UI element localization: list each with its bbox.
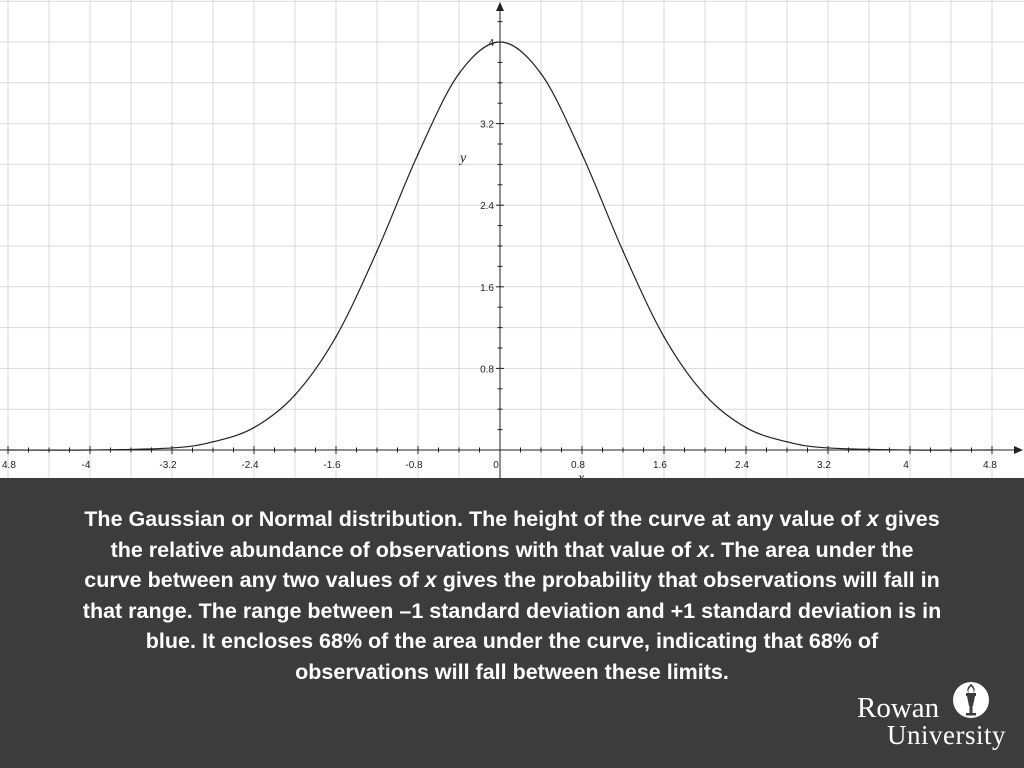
caption-x-3: x	[424, 568, 437, 592]
x-tick-label: -2.4	[241, 460, 259, 471]
caption-x-2: x	[697, 537, 710, 562]
caption-part-3: . The area under the curve between any two values of	[84, 537, 914, 592]
data-point	[499, 41, 501, 43]
caption-text	[80, 504, 944, 687]
data-point	[540, 73, 542, 75]
data-point	[663, 336, 665, 338]
data-point	[581, 153, 583, 155]
logo-word-rowan: Rowan	[857, 692, 940, 724]
torch-icon	[952, 678, 990, 722]
data-point	[335, 336, 337, 338]
data-point	[253, 427, 255, 429]
x-tick-label: -1.6	[323, 460, 341, 471]
x-tick-label: -3.2	[159, 460, 177, 471]
x-tick-label: 3.2	[817, 460, 831, 471]
x-tick-label: 1.6	[653, 460, 667, 471]
data-point	[909, 449, 911, 451]
rowan-university-logo	[855, 678, 1015, 758]
axes	[0, 2, 1023, 478]
data-point	[991, 449, 993, 451]
y-axis-arrow-icon	[496, 2, 504, 11]
x-tick-label: 2.4	[735, 460, 749, 471]
caption-part-2: gives the relative abundance of observations with that value of	[110, 507, 940, 562]
caption-part-4: gives the probability that observations will fall in that range. The range between –1 standard deviation and +1 standard deviation is in blue. It encloses 68% of the area under the curve, indicating that 68% of observations will fall between these limits.	[82, 568, 942, 684]
data-point	[171, 447, 173, 449]
data-point	[622, 250, 624, 252]
caption-x-1: x	[866, 507, 879, 531]
x-tick-label: 0	[493, 460, 499, 471]
data-point	[89, 449, 91, 451]
x-axis-arrow-icon	[1014, 446, 1023, 454]
data-point	[376, 250, 378, 252]
y-tick-label: 4	[488, 38, 494, 49]
x-tick-label: 0.8	[571, 460, 585, 471]
data-point	[827, 447, 829, 449]
x-tick-label: 4	[903, 460, 909, 471]
caption-part-1: The Gaussian or Normal distribution. The height of the curve at any value of	[84, 507, 867, 531]
data-point	[786, 441, 788, 443]
caption-panel	[0, 478, 1024, 768]
y-tick-label: 0.8	[480, 364, 494, 376]
x-tick-label: -0.8	[405, 460, 423, 471]
x-tick-label: 4.8	[2, 460, 16, 471]
y-axis-title: y	[460, 151, 467, 166]
logo-word-university: University	[887, 720, 1006, 750]
data-point	[458, 73, 460, 75]
data-point	[7, 449, 9, 451]
data-point	[212, 441, 214, 443]
x-tick-label: -4	[81, 460, 91, 471]
y-tick-label: 2.4	[480, 201, 494, 213]
y-tick-label: 3.2	[480, 119, 494, 131]
data-point	[704, 394, 706, 396]
data-point	[417, 153, 419, 155]
x-tick-label: 4.8	[983, 460, 997, 471]
data-point	[745, 427, 747, 429]
data-point	[294, 394, 296, 396]
y-tick-label: 1.6	[480, 282, 494, 294]
